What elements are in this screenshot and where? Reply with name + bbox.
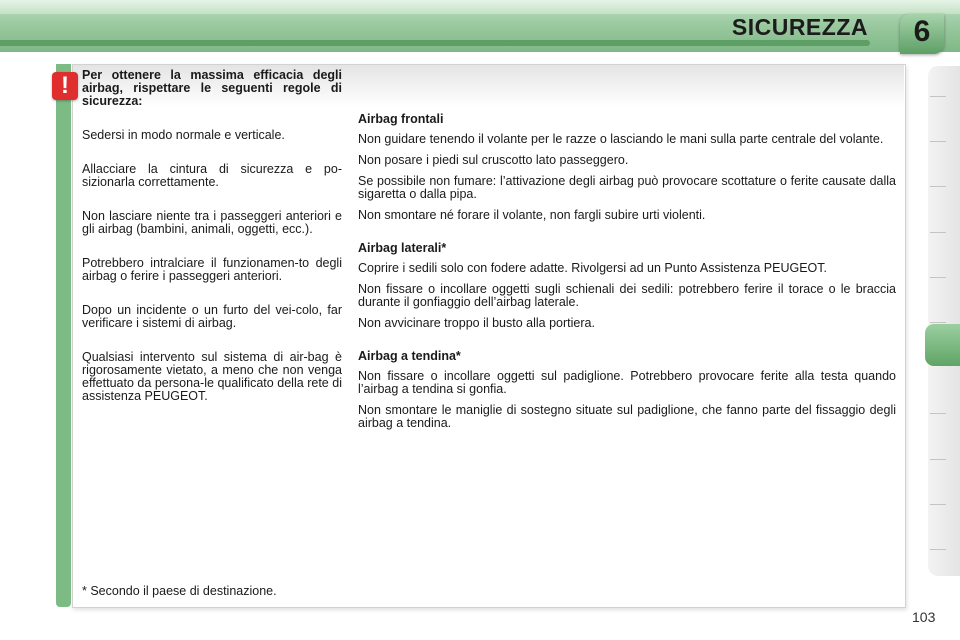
warning-side-bar (56, 64, 71, 607)
section-heading-curtain: Airbag a tendina* (358, 349, 461, 363)
rule-item: Sedersi in modo normale e verticale. (82, 128, 285, 142)
index-divider (930, 504, 946, 505)
rule-item: Dopo un incidente o un furto del vei-colo, far verificare i sistemi di airbag. (82, 303, 342, 330)
chapter-tab-active[interactable] (925, 324, 960, 366)
rule-item: Allacciare la cintura di sicurezza e po-sizionarla correttamente. (82, 162, 342, 189)
index-divider (930, 413, 946, 414)
section-title: SICUREZZA (731, 14, 868, 40)
intro-text: Per ottenere la massima efficacia degli airbag, rispettare le seguenti regole di sicurezza: (82, 68, 342, 108)
page-number: 103 (912, 609, 936, 625)
paragraph: Non fissare o incollare oggetti sugli schienali dei sedili: potrebbero ferire il torace o le braccia durante il gonfiaggio dell’airbag laterale. (358, 282, 896, 309)
index-divider (930, 96, 946, 97)
paragraph: Non avvicinare troppo il busto alla portiera. (358, 316, 595, 330)
footnote: * Secondo il paese di destinazione. (82, 584, 277, 598)
warning-icon (52, 72, 78, 100)
chapter-index-rail (928, 66, 960, 576)
index-divider (930, 232, 946, 233)
rule-item: Non lasciare niente tra i passeggeri anteriori e gli airbag (bambini, animali, oggetti, ecc.). (82, 209, 342, 236)
index-divider (930, 322, 946, 323)
index-divider (930, 459, 946, 460)
right-column (358, 113, 896, 438)
left-column (82, 69, 342, 424)
paragraph: Non guidare tenendo il volante per le razze o lasciando le mani sulla parte centrale del volante. (358, 132, 884, 146)
rule-item: Qualsiasi intervento sul sistema di air-bag è rigorosamente vietato, a meno che non venga effettuato da persona-le qualificato della rete di assistenza PEUGEOT. (82, 350, 342, 403)
paragraph: Non smontare le maniglie di sostegno situate sul padiglione, che fanno parte del fissaggio degli airbag a tendina. (358, 403, 896, 430)
index-divider (930, 141, 946, 142)
index-divider (930, 549, 946, 550)
warning-symbol: ! (61, 72, 69, 99)
paragraph: Coprire i sedili solo con fodere adatte. Rivolgersi ad un Punto Assistenza PEUGEOT. (358, 261, 827, 275)
header-highlight (0, 0, 960, 14)
paragraph: Non fissare o incollare oggetti sul padiglione. Potrebbero provocare ferite alla testa quando l’airbag a tendina si gonfia. (358, 369, 896, 396)
section-heading-side: Airbag laterali* (358, 241, 447, 255)
rule-item: Potrebbero intralciare il funzionamen-to degli airbag o ferire i passeggeri anteriori. (82, 256, 342, 283)
paragraph: Non smontare né forare il volante, non fargli subire urti violenti. (358, 208, 706, 222)
section-heading-frontal: Airbag frontali (358, 112, 444, 126)
paragraph: Se possibile non fumare: l’attivazione degli airbag può provocare scottature o ferite causate dalla sigaretta o dalla pipa. (358, 174, 896, 201)
index-divider (930, 186, 946, 187)
chapter-number: 6 (913, 15, 931, 48)
chapter-tab (900, 14, 944, 54)
paragraph: Non posare i piedi sul cruscotto lato passeggero. (358, 153, 629, 167)
index-divider (930, 277, 946, 278)
